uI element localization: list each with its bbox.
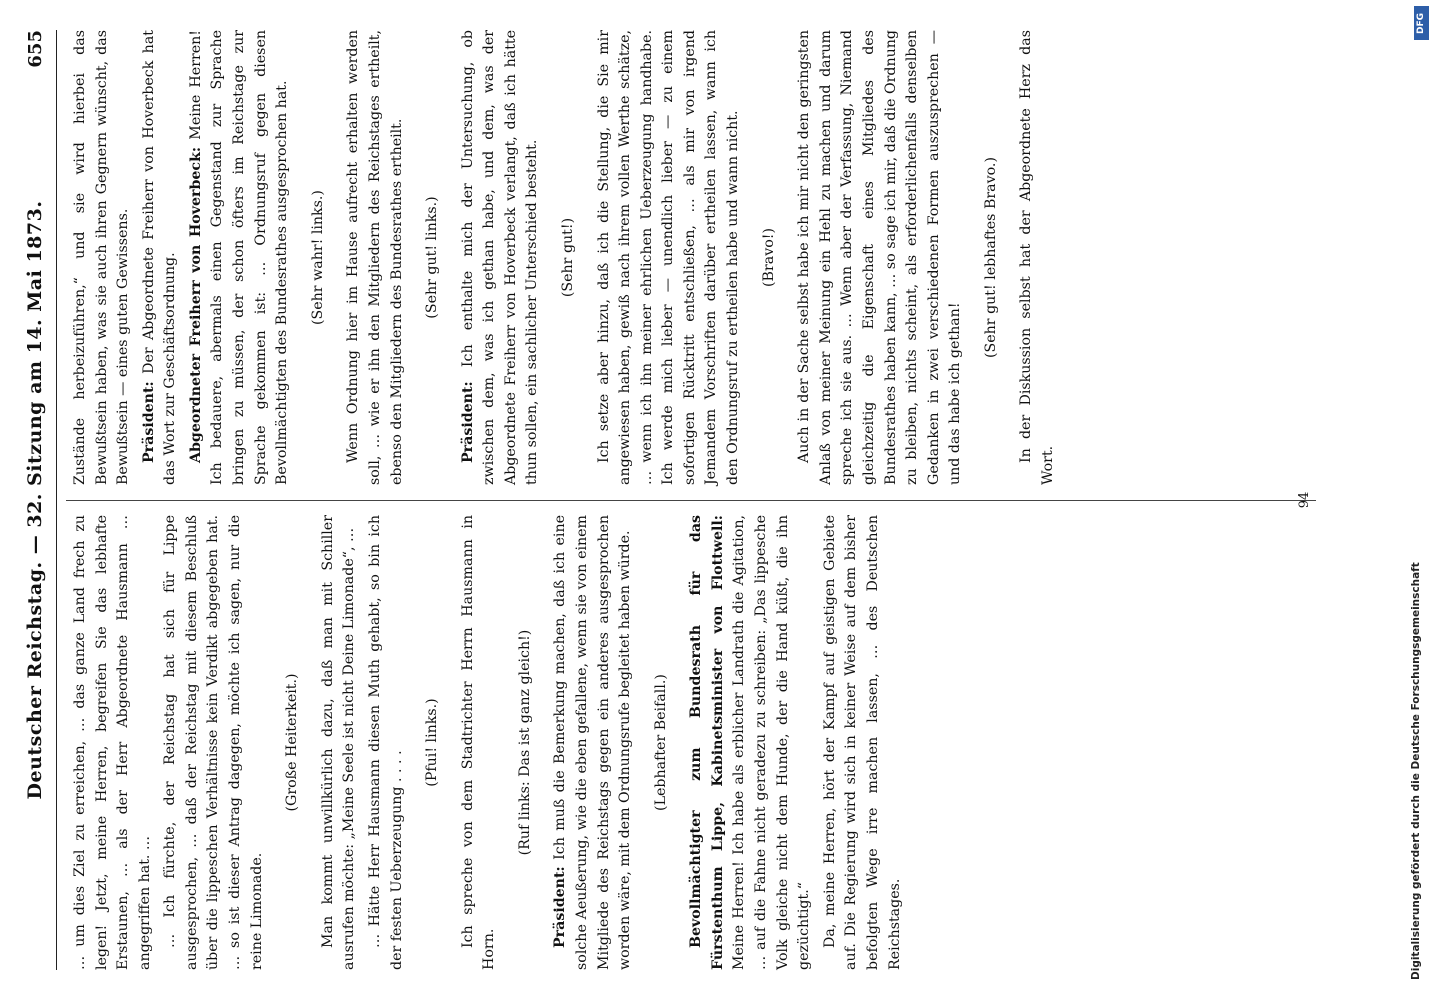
running-title: Deutscher Reichstag. — 32. Sitzung am 14. Mai 1873. <box>24 200 46 800</box>
interjection: (Bravo!) <box>760 228 777 287</box>
interjection: (Lebhafter Beifall.) <box>652 674 669 811</box>
paragraph: Da, meine Herren, hört der Kampf auf geistigen Gebiete auf. Die Regierung wird sich in keiner Weise auf dem bisher befolgten Wege irre machen lassen, … des Deutschen Reichstages. <box>821 515 903 970</box>
speech-paragraph <box>686 515 815 970</box>
speaker-name: Präsident: <box>140 381 157 463</box>
speech-text: Der Abgeordnete Freiherr von Hoverbeck hat das Wort zur Geschäftsordnung. <box>140 30 179 485</box>
speech-paragraph <box>186 30 294 485</box>
speaker-name: Bevollmächtigter zum Bundesrath für das Fürstenthum Lippe, Kabinetsminister von Flottwell: <box>688 515 726 970</box>
paragraph: … um dies Ziel zu erreichen, … das ganze Land frech zu legen! Jetzt, meine Herren, begreifen Sie das lebhafte Erstaunen, … als der Herr Abgeordnete Hausmann … angegriffen hat. … <box>72 515 153 970</box>
speaker-name: Präsident: <box>552 866 569 948</box>
sheet-signature: 94 <box>1297 491 1312 509</box>
page-number: 655 <box>25 30 46 68</box>
paragraph: Wenn Ordnung hier im Hause aufrecht erhalten werden soll, … wie er ihn den Mitgliedern des Reichstages ertheilt, ebenso den Mitgliedern des Bundesrathes ertheilt. <box>345 30 405 485</box>
paragraph: In der Diskussion selbst hat der Abgeordnete Herz das Wort. <box>1018 30 1056 485</box>
interjection: (Sehr gut! links.) <box>424 196 441 319</box>
speech-paragraph <box>550 515 636 970</box>
paragraph: Zustände herbeizuführen,“ und sie wird hierbei das Bewußtsein haben, was sie auch ihren Gegnern wünscht, das Bewußtsein — eines guten Gewissens. <box>72 30 132 485</box>
interjection: (Sehr gut! lebhaftes Bravo.) <box>982 157 999 358</box>
interjection: (Pfui! links.) <box>424 698 441 787</box>
right-column <box>70 30 1064 485</box>
left-column <box>70 515 910 970</box>
speech-paragraph <box>458 30 544 485</box>
column-divider <box>66 500 1316 501</box>
paragraph: Auch in der Sache selbst habe ich mir nicht den geringsten Anlaß von meiner Meinung ein Hehl zu machen und darum spreche ich sie aus. … Wenn aber der Verfassung, Niemand gleichzeitig die Eigenschaft eines Mitgliedes des Bundesrathes haben kann, … so sage ich mir, daß die Ordnung zu bleiben, nichts scheint, als erforderlichenfalls denselben Gedanken in zwei verschiedenen Formen auszusprechen — und das habe ich gethan! <box>796 30 964 485</box>
paragraph: Ich spreche von dem Stadtrichter Herrn Hausmann in Horn. <box>459 515 498 970</box>
dfg-logo-icon: DFG <box>1414 6 1429 40</box>
page-header <box>22 30 57 970</box>
digitization-credit: Digitalisierung gefördert durch die Deutsche Forschungsgemeinschaft <box>1410 562 1422 980</box>
interjection: (Ruf links: Das ist ganz gleich!) <box>516 629 533 856</box>
interjection: (Sehr wahr! links.) <box>309 190 326 325</box>
paragraph: … Ich fürchte, der Reichstag hat sich für Lippe ausgesprochen, … daß der Reichstag mit diesem Beschluß über die lippeschen Verhältnisse kein Verdikt abgegeben hat. … so ist dieser Antrag dagegen, möchte ich sagen, nur die reine Limonade. <box>162 515 265 970</box>
speech-text: Ich muß die Bemerkung machen, daß ich eine solche Aeußerung, wie die eben gefallene, wenn sie von einem Mitgliede des Reichstags gegen ein anderes ausgesprochen worden wäre, mit dem Ordnungsrufe begleitet haben würde. <box>552 514 634 970</box>
paragraph: … Hätte Herr Hausmann diesen Muth gehabt, so bin ich der festen Ueberzeugung . . . . <box>366 515 405 970</box>
speaker-name: Präsident: <box>459 381 476 463</box>
interjection: (Große Heiterkeit.) <box>284 673 301 812</box>
paragraph: Man kommt unwillkürlich dazu, daß man mit Schiller ausrufen möchte: „Meine Seele ist nicht Deine Limonade“, … <box>319 515 358 970</box>
speaker-name: Abgeordneter Freiherr von Hoverbeck: <box>187 146 204 463</box>
speech-paragraph <box>139 30 182 485</box>
speech-text: Meine Herren! Ich bedauere, abermals einen Gegenstand zur Sprache bringen zu müssen, der schon öfters im Reichstage zur Sprache gekommen ist: … Ordnungsruf gegen diesen Bevollmächtigten des Bundesrathes ausgesprochen hat. <box>187 30 291 485</box>
interjection: (Sehr gut!) <box>559 217 576 298</box>
speech-text: Ich enthalte mich der Untersuchung, ob zwischen dem, was ich gethan habe, und dem, was der Abgeordnete Freiherr von Hoverbeck verlangt, daß ich hätte thun sollen, ein sachlicher Unterschied besteht. <box>459 30 541 485</box>
speech-text: Meine Herren! Ich habe als erblicher Landrath die Agitation, … auf die Fahne nicht geradezu zu schreiben: „Das lippesche Volk gleiche nicht dem Hunde, der die Hand küßt, die ihn gezüchtigt.“ <box>731 515 813 970</box>
paragraph: Ich setze aber hinzu, daß ich die Stellung, die Sie mir angewiesen haben, gewiß nach ihrem vollen Werthe schätze, … wenn ich ihn meiner ehrlichen Ueberzeugung handhabe. Ich werde mich lieber — unendlich lieber — zu einem sofortigen Rücktritt entschließen, … als mir von irgend Jemandem Vorschriften darüber ertheilen lassen, wann ich den Ordnungsruf zu ertheilen habe und wann nicht. <box>595 30 742 485</box>
